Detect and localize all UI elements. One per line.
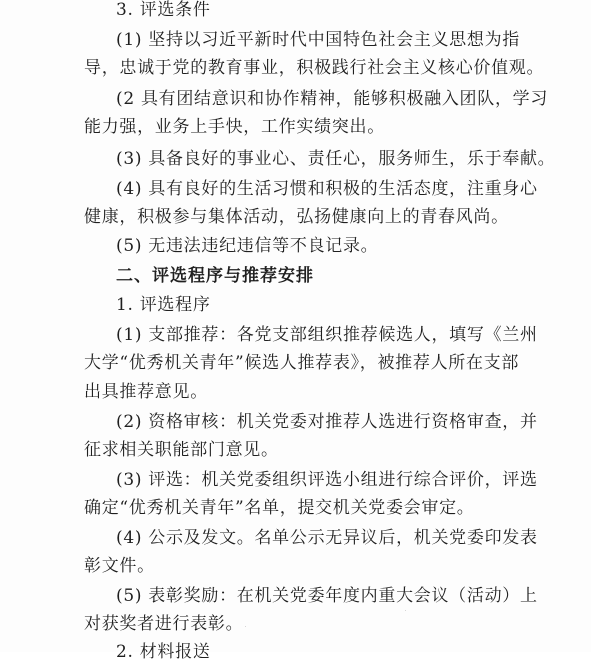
procedure-4-line-2: 彰文件。: [84, 556, 155, 576]
criteria-2-line-1: (2 具有团结意识和协作精神，能够积极融入团队，学习: [116, 89, 549, 109]
procedure-1-line-3: 出具推荐意见。: [84, 382, 208, 402]
procedure-3-line-1: (3) 评选：机关党委组织评选小组进行综合评价，评选: [116, 470, 538, 490]
section-two-title: 二、评选程序与推荐安排: [116, 266, 314, 286]
materials-heading: 2. 材料报送: [116, 642, 211, 662]
procedure-3-line-2: 确定“优秀机关青年”名单，提交机关党委会审定。: [84, 498, 475, 518]
criteria-4-line-2: 健康，积极参与集体活动，弘扬健康向上的青春风尚。: [84, 207, 509, 227]
criteria-4-line-1: (4) 具有良好的生活习惯和积极的生活态度，注重身心: [116, 179, 538, 199]
criteria-heading: 3. 评选条件: [116, 0, 211, 20]
procedure-1-line-2: 大学“优秀机关青年”候选人推荐表》，被推荐人所在支部: [84, 353, 520, 373]
scan-dust-mark: [245, 626, 246, 627]
procedure-4-line-1: (4) 公示及发文。名单公示无异议后，机关党委印发表: [116, 528, 538, 548]
scan-dust-mark: [405, 610, 406, 611]
procedure-heading: 1. 评选程序: [116, 295, 211, 315]
criteria-1-line-1: (1) 坚持以习近平新时代中国特色社会主义思想为指: [116, 30, 520, 50]
criteria-2-line-2: 能力强，业务上手快，工作实绩突出。: [84, 117, 385, 137]
procedure-2-line-2: 征求相关职能部门意见。: [84, 440, 279, 460]
procedure-5-line-1: (5) 表彰奖励：在机关党委年度内重大会议（活动）上: [116, 586, 538, 606]
criteria-5-line: (5) 无违法违纪违信等不良记录。: [116, 236, 379, 256]
criteria-1-line-2: 导，忠诚于党的教育事业，积极践行社会主义核心价值观。: [84, 58, 545, 78]
procedure-2-line-1: (2) 资格审核：机关党委对推荐人选进行资格审查，并: [116, 412, 538, 432]
procedure-5-line-2: 对获奖者进行表彰。: [84, 614, 244, 634]
criteria-3-line: (3) 具备良好的事业心、责任心，服务师生，乐于奉献。: [116, 149, 556, 169]
procedure-1-line-1: (1) 支部推荐：各党支部组织推荐候选人，填写《兰州: [116, 325, 538, 345]
